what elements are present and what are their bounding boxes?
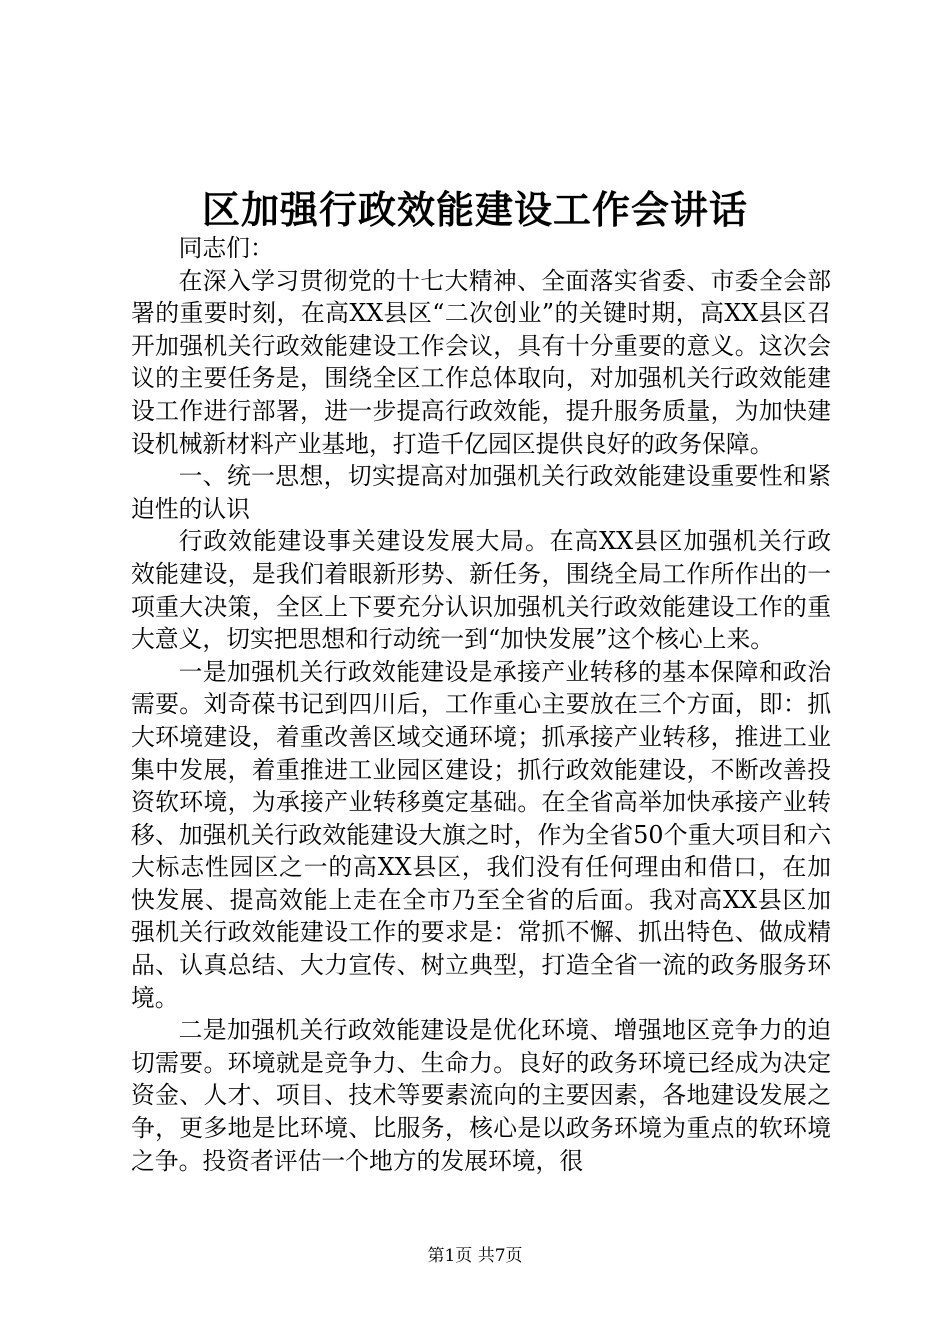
paragraph-section-1-intro: 行政效能建设事关建设发展大局。在高XX县区加强机关行政效能建设，是我们着眼新形势、新任务，围绕全局工作所作出的一项重大决策，全区上下要充分认识加强机关行政效能建设工作的重大意义，切实把思想和行动统一到“加快发展”这个核心上来。 [131,527,831,654]
paragraph-point-2: 二是加强机关行政效能建设是优化环境、增强地区竞争力的迫切需要。环境就是竞争力、生命力。良好的政务环境已经成为决定资金、人才、项目、技术等要素流向的主要因素，各地建设发展之争，更多地是比环境、比服务，核心是以政务环境为重点的软环境之争。投资者评估一个地方的发展环境，很 [131,1016,831,1175]
salutation: 同志们： [178,234,274,262]
paragraph-intro: 在深入学习贯彻党的十七大精神、全面落实省委、市委全会部署的重要时刻，在高XX县区“二次创业”的关键时期，高XX县区召开加强机关行政效能建设工作会议，具有十分重要的意义。这次会议的主要任务是，围绕全区工作总体取向，对加强机关行政效能建设工作进行部署，进一步提高行政效能，提升服务质量，为加快建设机械新材料产业基地，打造千亿园区提供良好的政务保障。 [131,266,831,458]
section-heading-1: 一、统一思想，切实提高对加强机关行政效能建设重要性和紧迫性的认识 [131,462,831,523]
page-number-footer: 第1页 共7页 [427,1246,523,1266]
document-title: 区加强行政效能建设工作会讲话 [201,187,748,232]
paragraph-point-1: 一是加强机关行政效能建设是承接产业转移的基本保障和政治需要。刘奇葆书记到四川后，工作重心主要放在三个方面，即：抓大环境建设，着重改善区域交通环境；抓承接产业转移，推进工业集中发展，着重推进工业园区建设；抓行政效能建设，不断改善投资软环境，为承接产业转移奠定基础。在全省高举加快承接产业转移、加强机关行政效能建设大旗之时，作为全省50个重大项目和六大标志性园区之一的高XX县区，我们没有任何理由和借口，在加快发展、提高效能上走在全市乃至全省的后面。我对高XX县区加强机关行政效能建设工作的要求是：常抓不懈、抓出特色、做成精品、认真总结、大力宣传、树立典型，打造全省一流的政务服务环境。 [131,657,831,1012]
document-body [131,232,831,1177]
